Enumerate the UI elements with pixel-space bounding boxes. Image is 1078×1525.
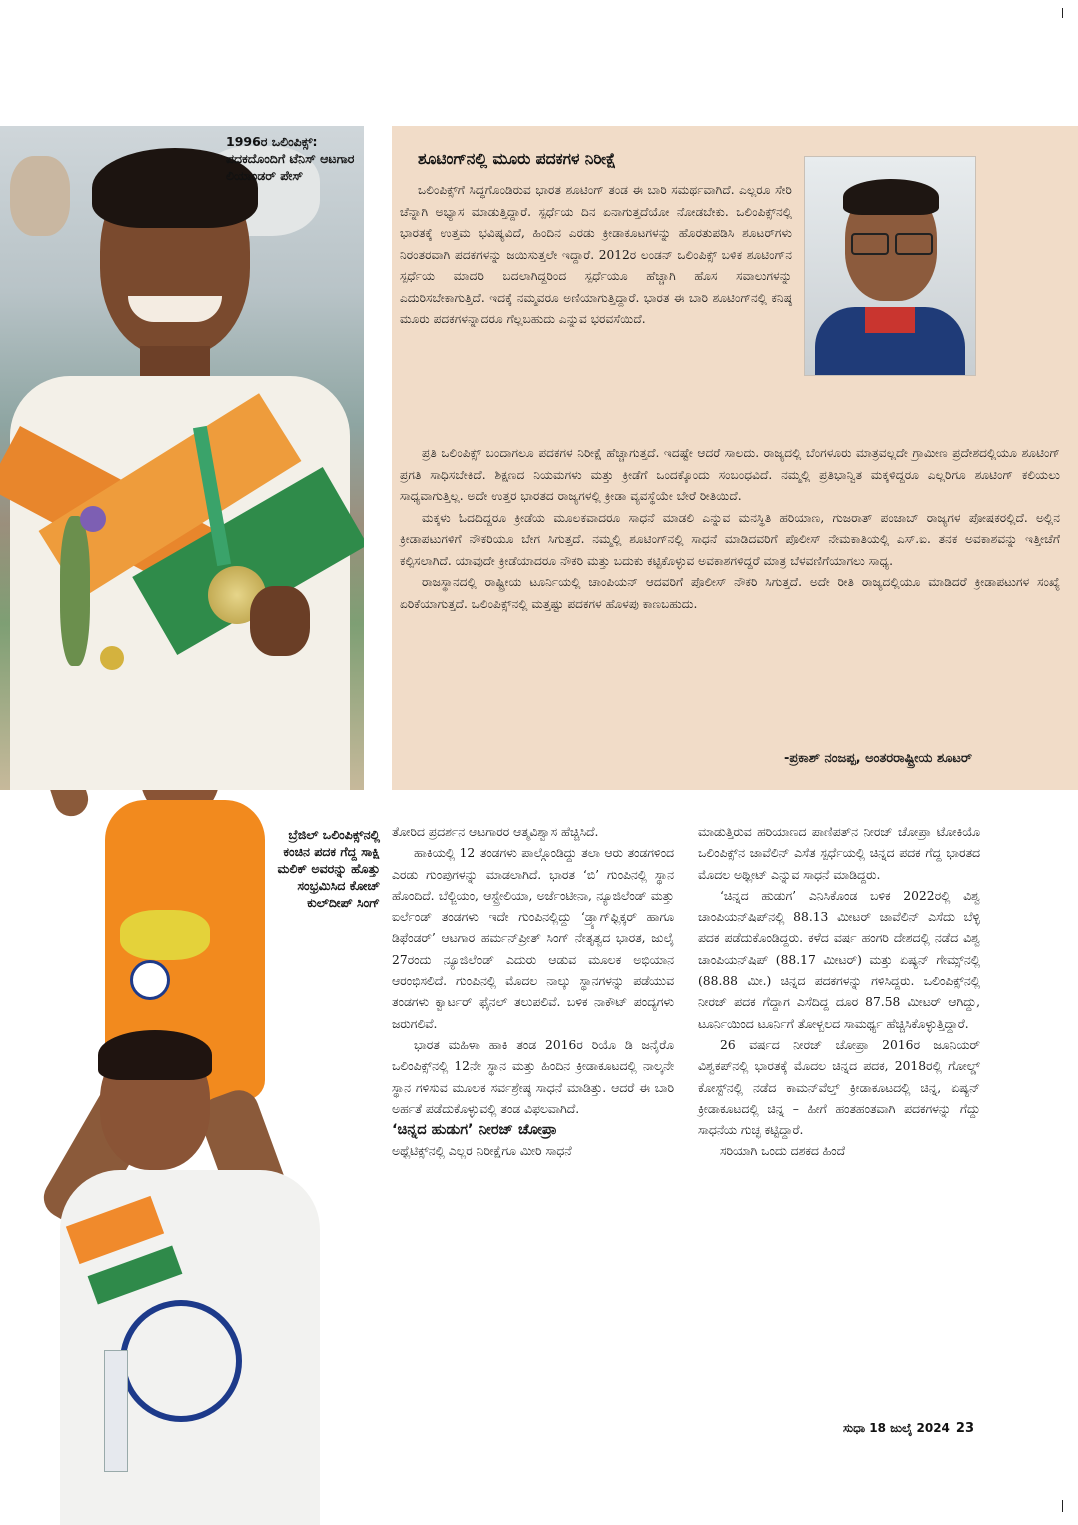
crop-mark (1062, 8, 1063, 18)
photo-caption-paes: 1996ರ ಒಲಿಂಪಿಕ್ಸ್‌: ಪದಕದೊಂದಿಗೆ ಟೆನಿಸ್ ಆಟಗಾರ ಲಿಯಾಂಡರ್ ಪೇಸ್ (226, 134, 355, 183)
sidebar-paragraph: ರಾಜಸ್ಥಾನದಲ್ಲಿ ರಾಷ್ಟ್ರೀಯ ಟೂರ್ನಿಯಲ್ಲಿ ಚಾಂಪಿಯನ್ ಆದವರಿಗೆ ಪೊಲೀಸ್ ನೌಕರಿ ಸಿಗುತ್ತದೆ. ಅದೇ ರೀತಿ ರಾಜ್ಯದಲ್ಲಿಯೂ ಮಾಡಿದರೆ ಕ್ರೀಡಾಪಟುಗಳ ಸಂಖ್ಯೆ ಏರಿಕೆಯಾಗುತ್ತದೆ. ಒಲಿಂಪಿಕ್ಸ್‌ನಲ್ಲಿ ಮತ್ತಷ್ಟು ಪದಕಗಳ ಹೊಳಪು ಕಾಣಬಹುದು. (400, 575, 1060, 611)
sidebar-body (400, 443, 1060, 615)
photo-caption-sakshi: ಬ್ರೆಜಿಲ್ ಒಲಿಂಪಿಕ್ಸ್‌ನಲ್ಲಿ ಕಂಚಿನ ಪದಕ ಗೆದ್ದ ಸಾಕ್ಷಿ ಮಲಿಕ್ ಅವರನ್ನು ಹೊತ್ತು ಸಂಭ್ರಮಿಸಿದ ಕೋಚ್ ಕುಲ್‌ದೀಪ್ ಸಿಂಗ್ (277, 827, 380, 910)
page-number: 23 (955, 1421, 974, 1436)
article-paragraph: ತೋರಿದ ಪ್ರದರ್ಶನ ಆಟಗಾರರ ಆತ್ಮವಿಶ್ವಾಸ ಹೆಚ್ಚಿಸಿದೆ. (392, 825, 599, 839)
section-subheading: ‘ಚಿನ್ನದ ಹುಡುಗ’ ನೀರಜ್ ಚೋಪ್ರಾ (392, 1122, 557, 1139)
crop-mark (1062, 1500, 1063, 1512)
article-paragraph: ‘ಚಿನ್ನದ ಹುಡುಗ’ ಎನಿಸಿಕೊಂಡ ಬಳಿಕ 2022ರಲ್ಲಿ ವಿಶ್ವ ಚಾಂಪಿಯನ್‌ಷಿಪ್‌ನಲ್ಲಿ 88.13 ಮೀಟರ್ ಜಾವೆಲಿನ್ ಎಸೆದು ಬೆಳ್ಳಿ ಪದಕ ಪಡೆದುಕೊಂಡಿದ್ದರು. ಕಳೆದ ವರ್ಷ ಹಂಗರಿ ದೇಶದಲ್ಲಿ ನಡೆದ ವಿಶ್ವ ಚಾಂಪಿಯನ್‌ಷಿಪ್ (88.17 ಮೀಟರ್) ಮತ್ತು ಏಷ್ಯನ್ ಗೇಮ್ಸ್‌ನಲ್ಲಿ (88.88 ಮೀ.) ಚಿನ್ನದ ಪದಕಗಳನ್ನು ಗಳಿಸಿದ್ದರು. ಒಲಿಂಪಿಕ್ಸ್‌ನಲ್ಲಿ ನೀರಜ್ ಪದಕ ಗೆದ್ದಾಗ ಎಸೆದಿದ್ದ ದೂರ 87.58 ಮೀಟರ್ ಆಗಿದ್ದು, ಟೂರ್ನಿಯಿಂದ ಟೂರ್ನಿಗೆ ತೋಳ್ಬಲದ ಸಾಮರ್ಥ್ಯ ಹೆಚ್ಚಿಸಿಕೊಳ್ಳುತ್ತಿದ್ದಾರೆ. (698, 888, 980, 1031)
article-paragraph: ಹಾಕಿಯಲ್ಲಿ 12 ತಂಡಗಳು ಪಾಲ್ಗೊಂಡಿದ್ದು ತಲಾ ಆರು ತಂಡಗಳಿಂದ ಎರಡು ಗುಂಪುಗಳನ್ನು ಮಾಡಲಾಗಿದೆ. ಭಾರತ ‘ಬಿ’ ಗುಂಪಿನಲ್ಲಿ ಸ್ಥಾನ ಹೊಂದಿದೆ. ಬೆಲ್ಜಿಯಂ, ಆಸ್ಟ್ರೇಲಿಯಾ, ಅರ್ಜೆಂಟೀನಾ, ನ್ಯೂಜಿಲೆಂಡ್ ಮತ್ತು ಐರ್ಲೆಂಡ್ ತಂಡಗಳು ಇದೇ ಗುಂಪಿನಲ್ಲಿದ್ದು ‘ಡ್ರ್ಯಾಗ್‌ಫ್ಲಿಕ್ಕರ್ ಹಾಗೂ ಡಿಫೆಂಡರ್’ ಆಟಗಾರ ಹರ್ಮನ್‌ಪ್ರೀತ್ ಸಿಂಗ್ ನೇತೃತ್ವದ ಭಾರತ, ಜುಲೈ 27ರಂದು ನ್ಯೂಜಿಲೆಂಡ್ ಎದುರು ಆಡುವ ಮೂಲಕ ಅಭಿಯಾನ ಆರಂಭಿಸಲಿದೆ. ಗುಂಪಿನಲ್ಲಿ ಮೊದಲ ನಾಲ್ಕು ಸ್ಥಾನಗಳನ್ನು ಪಡೆಯುವ ತಂಡಗಳು ಕ್ವಾರ್ಟರ್ ಫೈನಲ್ ತಲುಪಲಿವೆ. ಬಳಿಕ ನಾಕೌಟ್ ಪಂದ್ಯಗಳು ಜರುಗಲಿವೆ. (392, 846, 674, 1031)
sidebar-paragraph: ಪ್ರತಿ ಒಲಿಂಪಿಕ್ಸ್ ಬಂದಾಗಲೂ ಪದಕಗಳ ನಿರೀಕ್ಷೆ ಹೆಚ್ಚಾಗುತ್ತದೆ. ಇದಷ್ಟೇ ಆದರೆ ಸಾಲದು. ರಾಜ್ಯದಲ್ಲಿ ಬೆಂಗಳೂರು ಮಾತ್ರವಲ್ಲದೇ ಗ್ರಾಮೀಣ ಪ್ರದೇಶದಲ್ಲಿಯೂ ಶೂಟಿಂಗ್ ಪ್ರಗತಿ ಸಾಧಿಸಬೇಕಿದೆ. ಶಿಕ್ಷಣದ ನಿಯಮಗಳು ಮತ್ತು ಕ್ರೀಡೆಗೆ ಒಂದಕ್ಕೊಂದು ಸಂಬಂಧವಿದೆ. ನಮ್ಮಲ್ಲಿ ಪ್ರತಿಭಾನ್ವಿತ ಮಕ್ಕಳಿದ್ದರೂ ಎಲ್ಲರಿಗೂ ಶೂಟಿಂಗ್ ಕಲಿಯಲು ಸಾಧ್ಯವಾಗುತ್ತಿಲ್ಲ. ಅದೇ ಉತ್ತರ ಭಾರತದ ರಾಜ್ಯಗಳಲ್ಲಿ ಕ್ರೀಡಾ ವ್ಯವಸ್ಥೆಯೇ ಬೇರೆ ರೀತಿಯಿದೆ. (400, 446, 1060, 503)
sidebar-signature: -ಪ್ರಕಾಶ್ ನಂಜಪ್ಪ, ಅಂತರರಾಷ್ಟ್ರೀಯ ಶೂಟರ್ (783, 751, 972, 766)
issue-label: ಸುಧಾ 18 ಜುಲೈ 2024 (842, 1421, 950, 1435)
article-paragraph: ಸರಿಯಾಗಿ ಒಂದು ದಶಕದ ಹಿಂದೆ (720, 1144, 846, 1159)
article-paragraph: ಮಾಡುತ್ತಿರುವ ಹರಿಯಾಣದ ಪಾಣಿಪತ್‌ನ ನೀರಜ್ ಚೋಪ್ರಾ ಟೋಕಿಯೊ ಒಲಿಂಪಿಕ್ಸ್‌ನ ಜಾವೆಲಿನ್ ಎಸೆತ ಸ್ಪರ್ಧೆಯಲ್ಲಿ ಚಿನ್ನದ ಪದಕ ಗೆದ್ದ ಭಾರತದ ಮೊದಲ ಅಥ್ಲೀಟ್ ಎನ್ನುವ ಸಾಧನೆ ಮಾಡಿದ್ದರು. (698, 825, 980, 882)
page-footer (843, 1421, 974, 1436)
sidebar-paragraph: ಮಕ್ಕಳು ಓದದಿದ್ದರೂ ಕ್ರೀಡೆಯ ಮೂಲಕವಾದರೂ ಸಾಧನೆ ಮಾಡಲಿ ಎನ್ನುವ ಮನಸ್ಥಿತಿ ಹರಿಯಾಣ, ಗುಜರಾತ್ ಪಂಜಾಬ್ ರಾಜ್ಯಗಳ ಪೋಷಕರಲ್ಲಿದೆ. ಅಲ್ಲಿನ ಕ್ರೀಡಾಪಟುಗಳಿಗೆ ನೌಕರಿಯೂ ಬೇಗ ಸಿಗುತ್ತದೆ. ನಮ್ಮಲ್ಲಿ ಶೂಟಿಂಗ್‌ನಲ್ಲಿ ಸಾಧನೆ ಮಾಡಿದವರಿಗೆ ಪೊಲೀಸ್ ನೇಮಕಾತಿಯಲ್ಲಿ ಎಸ್‌.ಐ. ತನಕ ಅವಕಾಶವನ್ನು ಇತ್ತೀಚೆಗೆ ಕಲ್ಪಿಸಲಾಗಿದೆ. ಯಾವುದೇ ಕ್ರೀಡೆಯಾದರೂ ನೌಕರಿ ಮತ್ತು ಬದುಕು ಕಟ್ಟಿಕೊಳ್ಳುವ ಅವಕಾಶಗಳಿದ್ದರೆ ಮಾತ್ರ ಬೆಳವಣಿಗೆಯಾಗಲು ಸಾಧ್ಯ. (400, 510, 1060, 568)
sidebar-paragraph: ಒಲಿಂಪಿಕ್ಸ್‌ಗೆ ಸಿದ್ಧಗೊಂಡಿರುವ ಭಾರತ ಶೂಟಿಂಗ್ ತಂಡ ಈ ಬಾರಿ ಸಮರ್ಥವಾಗಿದೆ. ಎಲ್ಲರೂ ಸೇರಿ ಚೆನ್ನಾಗಿ ಅಭ್ಯಾಸ ಮಾಡುತ್ತಿದ್ದಾರೆ. ಸ್ಪರ್ಧೆಯ ದಿನ ಏನಾಗುತ್ತದೆಯೋ ನೋಡಬೇಕು. ಒಲಿಂಪಿಕ್ಸ್‌ನಲ್ಲಿ ಭಾರತಕ್ಕೆ ಉತ್ತಮ ಭವಿಷ್ಯವಿದೆ, ಹಿಂದಿನ ಎರಡು ಕ್ರೀಡಾಕೂಟಗಳನ್ನು ಹೊರತುಪಡಿಸಿ ಶೂಟರ್‌ಗಳು ನಿರಂತರವಾಗಿ ಪದಕಗಳನ್ನು ಜಯಿಸುತ್ತಲೇ ಇದ್ದಾರೆ. 2012ರ ಲಂಡನ್ ಒಲಿಂಪಿಕ್ಸ್ ಬಳಿಕ ಶೂಟಿಂಗ್‌ನ ಸ್ಪರ್ಧೆಯ ಮಾದರಿ ಬದಲಾಗಿದ್ದರಿಂದ ಸ್ಪರ್ಧೆಯೂ ಹೆಚ್ಚಾಗಿ ಹೊಸ ಸವಾಲುಗಳನ್ನು ಎದುರಿಸಬೇಕಾಗುತ್ತಿದೆ. ಇದಕ್ಕೆ ನಮ್ಮವರೂ ಅಣಿಯಾಗುತ್ತಿದ್ದಾರೆ. ಭಾರತ ಈ ಬಾರಿ ಶೂಟಿಂಗ್‌ನಲ್ಲಿ ಕನಿಷ್ಠ ಮೂರು ಪದಕಗಳನ್ನಾದರೂ ಗೆಲ್ಲಬಹುದು ಎನ್ನುವ ಭರವಸೆಯಿದೆ. (400, 183, 792, 326)
article-column-middle (392, 822, 674, 1163)
leander-paes-photo (0, 126, 364, 790)
article-column-right (698, 822, 980, 1163)
sidebar-title: ಶೂಟಿಂಗ್‌ನಲ್ಲಿ ಮೂರು ಪದಕಗಳ ನಿರೀಕ್ಷೆ (418, 150, 617, 168)
prakash-nanjappa-photo (804, 156, 976, 376)
article-paragraph: 26 ವರ್ಷದ ನೀರಜ್ ಚೋಪ್ರಾ 2016ರ ಜೂನಿಯರ್ ವಿಶ್ವಕಪ್‌ನಲ್ಲಿ ಭಾರತಕ್ಕೆ ಮೊದಲ ಚಿನ್ನದ ಪದಕ, 2018ರಲ್ಲಿ ಗೋಲ್ಡ್ ಕೋಸ್ಟ್‌ನಲ್ಲಿ ನಡೆದ ಕಾಮನ್‌ವೆಲ್ತ್ ಕ್ರೀಡಾಕೂಟದಲ್ಲಿ ಚಿನ್ನ, ಏಷ್ಯನ್ ಕ್ರೀಡಾಕೂಟದಲ್ಲಿ ಚಿನ್ನ – ಹೀಗೆ ಹಂತಹಂತವಾಗಿ ಪದಕಗಳನ್ನು ಗೆದ್ದು ಸಾಧನೆಯ ಗುಚ್ಛ ಕಟ್ಟಿದ್ದಾರೆ. (698, 1037, 980, 1138)
article-paragraph: ಭಾರತ ಮಹಿಳಾ ಹಾಕಿ ತಂಡ 2016ರ ರಿಯೊ ಡಿ ಜನೈರೊ ಒಲಿಂಪಿಕ್ಸ್‌ನಲ್ಲಿ 12ನೇ ಸ್ಥಾನ ಮತ್ತು ಹಿಂದಿನ ಕ್ರೀಡಾಕೂಟದಲ್ಲಿ ನಾಲ್ಕನೇ ಸ್ಥಾನ ಗಳಿಸುವ ಮೂಲಕ ಸರ್ವಶ್ರೇಷ್ಠ ಸಾಧನೆ ಮಾಡಿತ್ತು. ಆದರೆ ಈ ಬಾರಿ ಅರ್ಹತೆ ಪಡೆದುಕೊಳ್ಳುವಲ್ಲಿ ತಂಡ ವಿಫಲವಾಗಿದೆ. (392, 1037, 674, 1116)
article-paragraph: ಅಥ್ಲೆಟಿಕ್ಸ್‌ನಲ್ಲಿ ಎಲ್ಲರ ನಿರೀಕ್ಷೆಗೂ ಮೀರಿ ಸಾಧನೆ (392, 1144, 572, 1159)
